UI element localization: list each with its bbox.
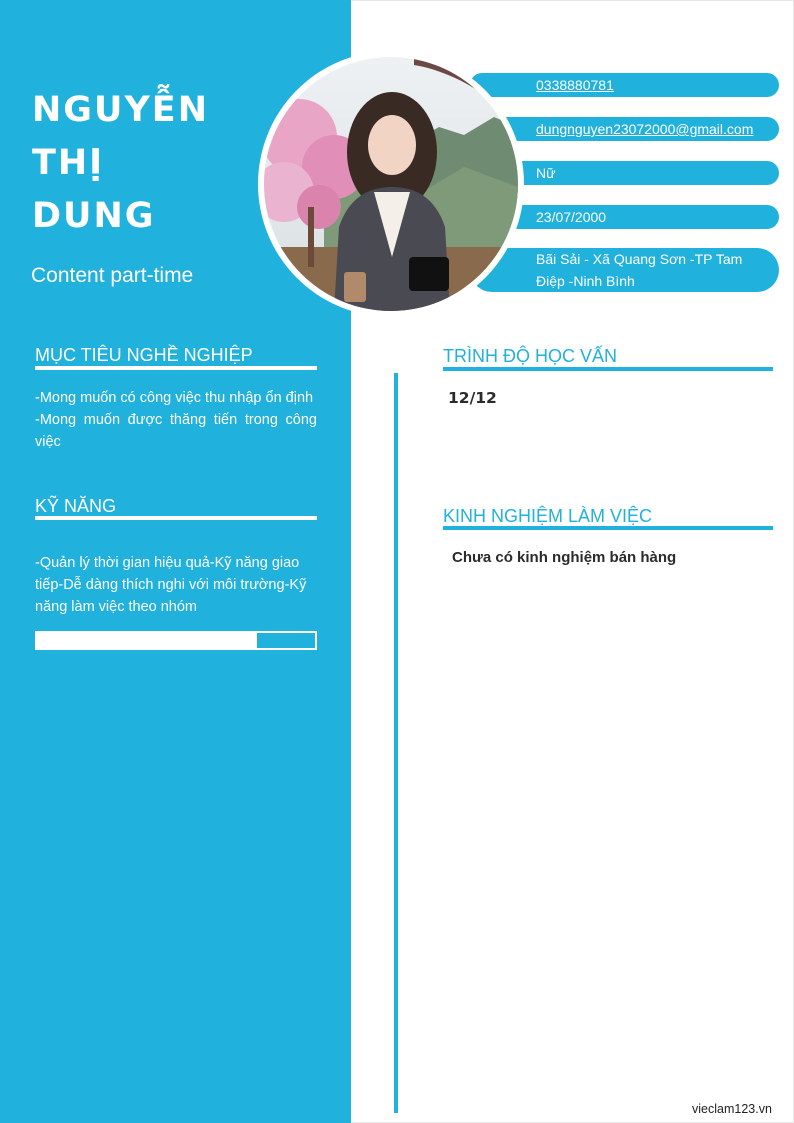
name-line-1: NGUYỄN <box>32 90 209 130</box>
birthday-text: 23/07/2000 <box>536 209 607 225</box>
education-value: 12/12 <box>448 389 497 407</box>
profile-photo <box>264 57 518 311</box>
skill-level-bar <box>35 631 317 650</box>
skills-rule <box>35 516 317 520</box>
email-text: dungnguyen23072000@gmail.com <box>536 121 754 137</box>
name-line-2: THỊ <box>32 143 105 183</box>
education-title: TRÌNH ĐỘ HỌC VẤN <box>443 346 618 366</box>
education-rule <box>443 367 773 371</box>
skill-level-fill <box>37 633 257 648</box>
objective-body <box>35 387 317 453</box>
gender-text: Nữ <box>536 165 556 181</box>
objective-rule <box>35 366 317 370</box>
avatar <box>264 57 518 311</box>
timeline-bar <box>394 373 398 1113</box>
skills-body: -Quản lý thời gian hiệu quả-Kỹ năng giao tiếp-Dễ dàng thích nghi với môi trường-Kỹ năng làm việc theo nhóm <box>35 555 307 615</box>
contact-phone[interactable] <box>470 73 779 97</box>
contact-email[interactable] <box>470 117 779 141</box>
full-name <box>32 84 272 243</box>
address-text: Bãi Sải - Xã Quang Sơn -TP Tam Điệp -Ninh Bình <box>536 251 743 289</box>
contact-address <box>470 248 779 292</box>
objective-line: -Mong muốn được thăng tiến trong công việc <box>35 412 317 450</box>
experience-rule <box>443 526 773 530</box>
phone-text: 0338880781 <box>536 77 614 93</box>
name-line-3: DUNG <box>32 196 156 236</box>
objective-title: MỤC TIÊU NGHỀ NGHIỆP <box>35 345 253 365</box>
skills-title: KỸ NĂNG <box>35 496 117 516</box>
objective-line: -Mong muốn có công việc thu nhập ổn định <box>35 390 314 406</box>
footer-brand: vieclam123.vn <box>692 1102 772 1116</box>
experience-title: KINH NGHIỆM LÀM VIỆC <box>443 506 653 526</box>
experience-value: Chưa có kinh nghiệm bán hàng <box>452 549 677 566</box>
job-position: Content part-time <box>31 264 194 287</box>
